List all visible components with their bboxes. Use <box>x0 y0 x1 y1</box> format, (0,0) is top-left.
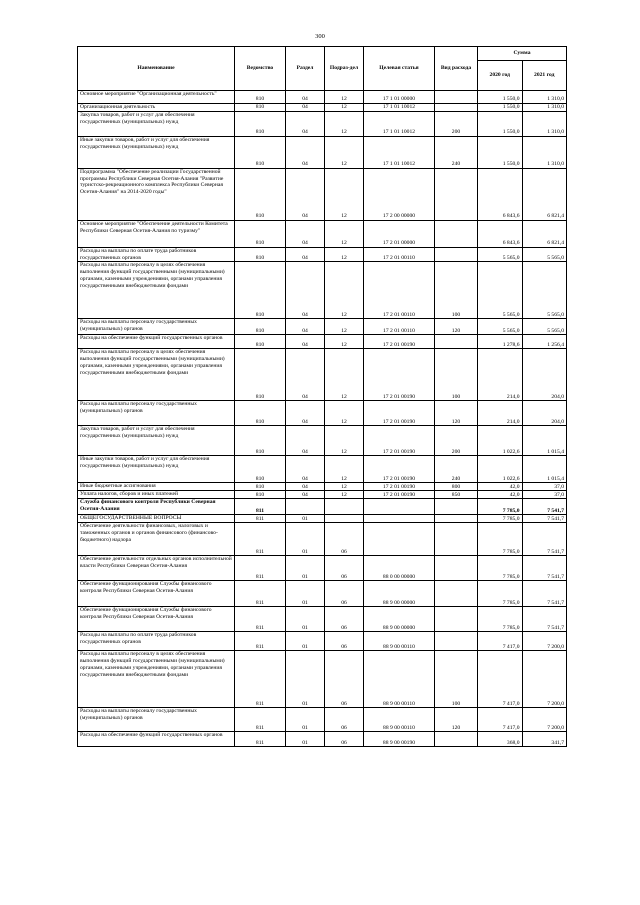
cell-name: Иные закупки товаров, работ и услуг для обеспечения государственных (муниципальных) нужд <box>78 456 235 483</box>
table-row <box>78 556 567 581</box>
cell-name: Расходы на выплаты персоналу в целях обеспечения выполнения функций государственными (муниципальными) органами, казенными учреждениями, органами управления государственными внебюджетными фондами <box>78 651 235 708</box>
table-row <box>78 319 567 335</box>
cell-name: Расходы на обеспечение функций государственных органов <box>78 732 235 747</box>
cell-podrazdel: 12 <box>325 426 364 456</box>
cell-celevaya: 17 2 01 00190 <box>364 349 435 401</box>
cell-year2: 5 565,0 <box>522 248 567 262</box>
cell-year1: 1 550,0 <box>478 104 523 112</box>
cell-year2: 7 541,7 <box>522 607 567 632</box>
cell-year1: 1 550,0 <box>478 112 523 137</box>
cell-name: Расходы на выплаты персоналу государственных (муниципальных) органов <box>78 708 235 732</box>
cell-year1: 6 843,6 <box>478 169 523 221</box>
cell-year2: 1 256,4 <box>522 335 567 349</box>
cell-razdel: 04 <box>286 91 325 104</box>
cell-podrazdel: 12 <box>325 456 364 483</box>
cell-ved: 811 <box>235 607 286 632</box>
table-row <box>78 104 567 112</box>
cell-ved: 811 <box>235 632 286 651</box>
cell-razdel: 04 <box>286 248 325 262</box>
table-row <box>78 483 567 491</box>
cell-podrazdel <box>325 499 364 515</box>
cell-year2: 1 310,0 <box>522 91 567 104</box>
cell-ved: 811 <box>235 515 286 523</box>
cell-year2: 7 541,7 <box>522 515 567 523</box>
cell-ved: 811 <box>235 581 286 607</box>
cell-celevaya: 17 2 01 00190 <box>364 483 435 491</box>
cell-razdel: 04 <box>286 483 325 491</box>
cell-celevaya: 88 9 00 00110 <box>364 708 435 732</box>
cell-year1: 214,0 <box>478 401 523 426</box>
table-row <box>78 515 567 523</box>
table-row <box>78 607 567 632</box>
table-row <box>78 651 567 708</box>
cell-year2: 7 541,7 <box>522 556 567 581</box>
cell-name: Расходы на выплаты персоналу в целях обеспечения выполнения функций государственными (муниципальными) органами, казенными учреждениями, органами управления государственными внебюджетными фондами <box>78 262 235 319</box>
cell-celevaya: 17 2 01 00190 <box>364 491 435 499</box>
cell-year2: 204,0 <box>522 401 567 426</box>
cell-razdel: 01 <box>286 556 325 581</box>
cell-year1: 7 417,0 <box>478 708 523 732</box>
cell-celevaya: 88 9 00 00000 <box>364 607 435 632</box>
cell-year1: 368,0 <box>478 732 523 747</box>
header-summa: Сумма <box>478 47 567 61</box>
cell-celevaya: 17 1 01 10012 <box>364 112 435 137</box>
cell-celevaya: 17 2 01 00190 <box>364 426 435 456</box>
cell-podrazdel: 12 <box>325 483 364 491</box>
cell-ved: 810 <box>235 262 286 319</box>
cell-year1: 1 278,6 <box>478 335 523 349</box>
cell-name: Иные закупки товаров, работ и услуг для обеспечения государственных (муниципальных) нужд <box>78 137 235 169</box>
cell-year2: 1 310,0 <box>522 137 567 169</box>
cell-celevaya: 17 1 01 10012 <box>364 137 435 169</box>
cell-ved: 810 <box>235 456 286 483</box>
cell-ved: 811 <box>235 523 286 556</box>
cell-year1: 1 022,6 <box>478 456 523 483</box>
cell-vid <box>435 523 478 556</box>
cell-vid <box>435 335 478 349</box>
cell-name: Расходы на выплаты персоналу государственных (муниципальных) органов <box>78 319 235 335</box>
cell-podrazdel: 12 <box>325 248 364 262</box>
cell-year1: 7 785,0 <box>478 607 523 632</box>
cell-name: Расходы на выплаты персоналу в целях обеспечения выполнения функций государственными (муниципальными) органами, казенными учреждениями, органами управления государственными внебюджетными фондами <box>78 349 235 401</box>
table-row <box>78 426 567 456</box>
cell-ved: 810 <box>235 491 286 499</box>
cell-razdel <box>286 499 325 515</box>
cell-name: Обеспечение функционирования Службы финансового контроля Республики Северная Осетия-Алания <box>78 581 235 607</box>
header-razdel: Раздел <box>286 47 325 91</box>
table-row <box>78 523 567 556</box>
cell-year2: 1 015,4 <box>522 426 567 456</box>
cell-celevaya <box>364 523 435 556</box>
cell-podrazdel: 12 <box>325 319 364 335</box>
cell-celevaya: 17 2 01 00190 <box>364 335 435 349</box>
cell-razdel: 01 <box>286 708 325 732</box>
cell-podrazdel: 12 <box>325 104 364 112</box>
cell-vid: 200 <box>435 426 478 456</box>
cell-ved: 811 <box>235 556 286 581</box>
cell-vid <box>435 248 478 262</box>
cell-razdel: 01 <box>286 607 325 632</box>
cell-podrazdel: 12 <box>325 221 364 248</box>
cell-podrazdel: 12 <box>325 137 364 169</box>
table-header <box>78 47 567 91</box>
cell-podrazdel <box>325 515 364 523</box>
cell-celevaya: 88 9 00 00110 <box>364 651 435 708</box>
cell-year2: 37,0 <box>522 483 567 491</box>
cell-vid: 120 <box>435 401 478 426</box>
cell-podrazdel: 06 <box>325 732 364 747</box>
cell-vid: 100 <box>435 262 478 319</box>
table-row <box>78 499 567 515</box>
table-row <box>78 349 567 401</box>
cell-ved: 811 <box>235 651 286 708</box>
cell-ved: 810 <box>235 319 286 335</box>
cell-name: Иные бюджетные ассигнования <box>78 483 235 491</box>
header-vid: Вид расхода <box>435 47 478 91</box>
table-row <box>78 632 567 651</box>
header-row-1 <box>78 47 567 61</box>
header-year2: 2021 год <box>522 61 567 91</box>
cell-year1: 5 565,0 <box>478 262 523 319</box>
cell-podrazdel: 06 <box>325 632 364 651</box>
cell-year2: 1 310,0 <box>522 104 567 112</box>
cell-year1: 42,0 <box>478 491 523 499</box>
cell-name: Расходы на выплаты персоналу государственных (муниципальных) органов <box>78 401 235 426</box>
cell-year1: 5 565,0 <box>478 248 523 262</box>
header-podrazdel: Подраз-дел <box>325 47 364 91</box>
table-row <box>78 491 567 499</box>
cell-name: ОБЩЕГОСУДАРСТВЕННЫЕ ВОПРОСЫ <box>78 515 235 523</box>
cell-year1: 214,0 <box>478 349 523 401</box>
cell-year2: 37,0 <box>522 491 567 499</box>
cell-name: Закупка товаров, работ и услуг для обеспечения государственных (муниципальных) нужд <box>78 112 235 137</box>
cell-year1: 7 785,0 <box>478 581 523 607</box>
cell-ved: 810 <box>235 401 286 426</box>
cell-vid <box>435 556 478 581</box>
budget-table <box>77 46 567 747</box>
cell-name: Расходы на выплаты по оплате труда работников государственных органов <box>78 248 235 262</box>
cell-razdel: 04 <box>286 335 325 349</box>
cell-year2: 341,7 <box>522 732 567 747</box>
table-row <box>78 91 567 104</box>
cell-year2: 5 565,0 <box>522 319 567 335</box>
cell-podrazdel: 06 <box>325 651 364 708</box>
cell-year1: 1 550,0 <box>478 137 523 169</box>
cell-celevaya: 17 1 01 00000 <box>364 91 435 104</box>
cell-vid: 100 <box>435 651 478 708</box>
table-row <box>78 248 567 262</box>
header-name: Наименование <box>78 47 235 91</box>
cell-podrazdel: 12 <box>325 491 364 499</box>
cell-podrazdel: 06 <box>325 607 364 632</box>
cell-year1: 7 785,0 <box>478 515 523 523</box>
cell-year2: 7 200,0 <box>522 708 567 732</box>
cell-ved: 811 <box>235 499 286 515</box>
cell-vid: 240 <box>435 137 478 169</box>
cell-podrazdel: 12 <box>325 91 364 104</box>
table-row <box>78 221 567 248</box>
cell-podrazdel: 12 <box>325 262 364 319</box>
cell-name: Закупка товаров, работ и услуг для обеспечения государственных (муниципальных) нужд <box>78 426 235 456</box>
table-row <box>78 401 567 426</box>
cell-podrazdel: 06 <box>325 556 364 581</box>
cell-podrazdel: 12 <box>325 401 364 426</box>
cell-name: Обеспечение деятельности финансовых, налоговых и таможенных органов и органов финансового (финансово-бюджетного) надзора <box>78 523 235 556</box>
cell-celevaya: 17 2 00 00000 <box>364 169 435 221</box>
cell-celevaya <box>364 499 435 515</box>
cell-vid: 100 <box>435 349 478 401</box>
cell-razdel: 04 <box>286 137 325 169</box>
cell-name: Основное мероприятие "Организационная деятельность" <box>78 91 235 104</box>
cell-podrazdel: 12 <box>325 349 364 401</box>
cell-razdel: 04 <box>286 319 325 335</box>
cell-ved: 810 <box>235 112 286 137</box>
cell-ved: 811 <box>235 708 286 732</box>
cell-vid <box>435 632 478 651</box>
cell-year2: 1 310,0 <box>522 112 567 137</box>
cell-razdel: 04 <box>286 456 325 483</box>
cell-year2: 7 200,0 <box>522 651 567 708</box>
cell-name: Подпрограмма "Обеспечение реализации Государственной программы Республики Северная Осетия-Алания "Развитие туристско-рекреационного комплекса Республики Северная Осетия-Алания" на 2014-2020 годы" <box>78 169 235 221</box>
cell-vid: 240 <box>435 456 478 483</box>
cell-vid: 120 <box>435 319 478 335</box>
cell-vid <box>435 169 478 221</box>
cell-year1: 6 843,6 <box>478 221 523 248</box>
cell-razdel: 04 <box>286 112 325 137</box>
table-row <box>78 262 567 319</box>
cell-ved: 810 <box>235 221 286 248</box>
cell-ved: 810 <box>235 483 286 491</box>
cell-year2: 7 541,7 <box>522 499 567 515</box>
cell-name: Расходы на выплаты по оплате труда работников государственных органов <box>78 632 235 651</box>
cell-year2: 204,0 <box>522 349 567 401</box>
cell-year2: 7 200,0 <box>522 632 567 651</box>
table-row <box>78 112 567 137</box>
cell-podrazdel: 12 <box>325 169 364 221</box>
table-row <box>78 581 567 607</box>
cell-year2: 6 821,4 <box>522 169 567 221</box>
table-row <box>78 335 567 349</box>
cell-name: Уплата налогов, сборов и иных платежей <box>78 491 235 499</box>
cell-name: Организационная деятельность <box>78 104 235 112</box>
cell-ved: 810 <box>235 169 286 221</box>
cell-razdel: 01 <box>286 581 325 607</box>
cell-ved: 810 <box>235 104 286 112</box>
cell-vid <box>435 104 478 112</box>
cell-ved: 810 <box>235 248 286 262</box>
cell-year2: 7 541,7 <box>522 523 567 556</box>
cell-vid: 200 <box>435 112 478 137</box>
table-row <box>78 708 567 732</box>
cell-year1: 7 417,0 <box>478 632 523 651</box>
cell-name: Служба финансового контроля Республики Северная Осетия-Алания <box>78 499 235 515</box>
cell-vid <box>435 581 478 607</box>
header-celevaya: Целевая статья <box>364 47 435 91</box>
cell-razdel: 04 <box>286 349 325 401</box>
cell-year1: 7 785,0 <box>478 556 523 581</box>
cell-razdel: 04 <box>286 491 325 499</box>
cell-vid <box>435 91 478 104</box>
header-year1: 2020 год <box>478 61 523 91</box>
header-ved: Ведомство <box>235 47 286 91</box>
table-row <box>78 456 567 483</box>
cell-podrazdel: 12 <box>325 335 364 349</box>
cell-vid: 850 <box>435 491 478 499</box>
cell-celevaya: 88 9 00 00110 <box>364 632 435 651</box>
cell-year2: 1 015,4 <box>522 456 567 483</box>
cell-vid <box>435 221 478 248</box>
cell-razdel: 04 <box>286 426 325 456</box>
cell-name: Основное мероприятие "Обеспечение деятельности Комитета Республики Северная Осетия-Алания по туризму" <box>78 221 235 248</box>
cell-ved: 810 <box>235 349 286 401</box>
cell-name: Расходы на обеспечение функций государственных органов <box>78 335 235 349</box>
table-row <box>78 137 567 169</box>
cell-ved: 810 <box>235 426 286 456</box>
cell-vid <box>435 515 478 523</box>
cell-razdel: 01 <box>286 515 325 523</box>
cell-year1: 1 022,6 <box>478 426 523 456</box>
cell-vid <box>435 499 478 515</box>
cell-ved: 810 <box>235 91 286 104</box>
cell-ved: 810 <box>235 137 286 169</box>
cell-celevaya: 88 9 00 00190 <box>364 732 435 747</box>
cell-celevaya: 17 2 01 00110 <box>364 262 435 319</box>
cell-year1: 7 785,0 <box>478 523 523 556</box>
cell-name: Обеспечение функционирования Службы финансового контроля Республики Северная Осетия-Алания <box>78 607 235 632</box>
cell-year2: 7 541,7 <box>522 581 567 607</box>
cell-razdel: 01 <box>286 732 325 747</box>
cell-podrazdel: 06 <box>325 581 364 607</box>
cell-vid: 120 <box>435 708 478 732</box>
cell-year1: 5 565,0 <box>478 319 523 335</box>
cell-year1: 7 417,0 <box>478 651 523 708</box>
cell-vid: 800 <box>435 483 478 491</box>
cell-year1: 1 550,0 <box>478 91 523 104</box>
table-body <box>78 91 567 747</box>
cell-celevaya: 17 1 01 10012 <box>364 104 435 112</box>
cell-name: Обеспечение деятельности отдельных органов исполнительной власти Республики Северная Осетия-Алания <box>78 556 235 581</box>
cell-vid <box>435 607 478 632</box>
cell-year1: 7 785,0 <box>478 499 523 515</box>
cell-razdel: 04 <box>286 104 325 112</box>
cell-razdel: 01 <box>286 651 325 708</box>
cell-razdel: 04 <box>286 401 325 426</box>
cell-celevaya: 17 2 01 00110 <box>364 248 435 262</box>
cell-razdel: 01 <box>286 632 325 651</box>
cell-razdel: 04 <box>286 169 325 221</box>
cell-razdel: 04 <box>286 221 325 248</box>
cell-celevaya: 17 2 01 00000 <box>364 221 435 248</box>
page-number: 300 <box>315 33 325 40</box>
table-row <box>78 732 567 747</box>
cell-year2: 6 821,4 <box>522 221 567 248</box>
cell-ved: 810 <box>235 335 286 349</box>
cell-podrazdel: 12 <box>325 112 364 137</box>
cell-celevaya: 88 0 00 00000 <box>364 556 435 581</box>
cell-podrazdel: 06 <box>325 708 364 732</box>
cell-year2: 5 565,0 <box>522 262 567 319</box>
cell-celevaya <box>364 515 435 523</box>
cell-year1: 42,0 <box>478 483 523 491</box>
cell-celevaya: 17 2 01 00110 <box>364 319 435 335</box>
cell-celevaya: 17 2 01 00190 <box>364 401 435 426</box>
cell-celevaya: 17 2 01 00190 <box>364 456 435 483</box>
cell-celevaya: 88 9 00 00000 <box>364 581 435 607</box>
cell-razdel: 04 <box>286 262 325 319</box>
cell-vid <box>435 732 478 747</box>
cell-razdel: 01 <box>286 523 325 556</box>
table-row <box>78 169 567 221</box>
cell-podrazdel: 06 <box>325 523 364 556</box>
cell-ved: 811 <box>235 732 286 747</box>
